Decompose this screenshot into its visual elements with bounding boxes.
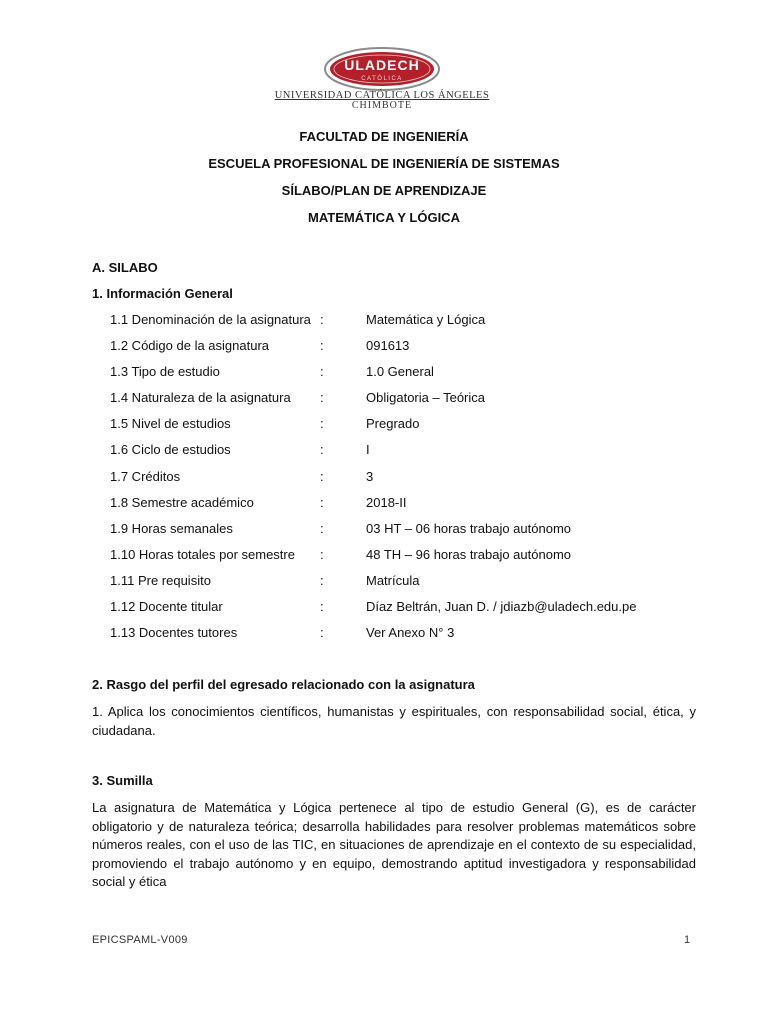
info-row	[110, 495, 710, 521]
info-value: Matrícula	[366, 572, 420, 588]
info-label: 1.7 Créditos	[110, 468, 181, 484]
info-label: 1.12 Docente titular	[110, 599, 223, 615]
info-colon: :	[320, 416, 324, 432]
info-value: 1.0 General	[366, 364, 434, 380]
info-colon: :	[320, 468, 324, 484]
info-colon: :	[320, 364, 324, 380]
info-colon: :	[320, 599, 324, 615]
uladech-logo-icon	[322, 46, 442, 92]
logo-sub-text: CATÓLICA	[361, 76, 403, 82]
logo-city: CHIMBOTE	[351, 100, 413, 111]
logo-badge-text: ULADECH	[344, 57, 420, 73]
info-value: 091613	[366, 338, 410, 354]
info-label: 1.6 Ciclo de estudios	[110, 442, 231, 458]
info-label: 1.13 Docentes tutores	[110, 625, 238, 641]
info-colon: :	[320, 520, 324, 536]
info-value: Ver Anexo N° 3	[366, 625, 455, 641]
info-label: 1.8 Semestre académico	[110, 494, 254, 510]
info-colon: :	[320, 442, 324, 458]
info-row	[110, 599, 710, 625]
info-value: 2018-II	[366, 494, 407, 510]
info-row	[110, 573, 710, 599]
footer-page-number: 1	[684, 934, 691, 946]
info-label: 1.10 Horas totales por semestre	[110, 546, 295, 562]
info-value: Pregrado	[366, 416, 420, 432]
info-label: 1.9 Horas semanales	[110, 520, 233, 536]
section-1-heading: 1. Información General	[92, 286, 233, 301]
info-row	[110, 364, 710, 390]
info-value: Matemática y Lógica	[366, 312, 486, 327]
info-label: 1.3 Tipo de estudio	[110, 364, 220, 380]
info-value: 03 HT – 06 horas trabajo autónomo	[366, 520, 572, 536]
university-logo	[262, 46, 502, 122]
info-colon: :	[320, 390, 324, 406]
course-title: MATEMÁTICA Y LÓGICA	[308, 210, 460, 225]
plan-title: SÍLABO/PLAN DE APRENDIZAJE	[281, 183, 487, 198]
section-3-text: La asignatura de Matemática y Lógica pertenece al tipo de estudio General (G), es de carácter obligatorio y de naturaleza teórica; desarrolla habilidades para resolver problemas matemáticos sobre números reales, con el uso de las TIC, en situaciones de aprendizaje en el contexto de su especialidad, promoviendo el trabajo autónomo y en equipo, demostrando aptitud investigadora y responsabilidad social y ética	[92, 800, 696, 889]
info-value: Obligatoria – Teórica	[366, 390, 485, 406]
title-block	[0, 128, 768, 236]
info-colon: :	[320, 494, 324, 510]
section-2-text: 1. Aplica los conocimientos científicos, humanistas y espirituales, con responsabilidad social, ética, y ciudadana.	[92, 704, 696, 738]
info-colon: :	[320, 338, 324, 354]
info-colon: :	[320, 546, 324, 562]
logo-university-name: UNIVERSIDAD CATÓLICA LOS ÁNGELES	[274, 90, 490, 101]
info-label: 1.2 Código de la asignatura	[110, 338, 270, 354]
info-row	[110, 390, 710, 416]
info-label: 1.5 Nivel de estudios	[110, 416, 231, 432]
info-colon: :	[320, 312, 324, 327]
info-colon: :	[320, 572, 324, 588]
info-value: 48 TH – 96 horas trabajo autónomo	[366, 546, 572, 562]
info-row	[110, 416, 710, 442]
info-label: 1.1 Denominación de la asignatura	[110, 312, 311, 327]
section-a-heading: A. SILABO	[92, 260, 158, 275]
info-value: Díaz Beltrán, Juan D. / jdiazb@uladech.edu.pe	[366, 599, 637, 615]
info-row	[110, 625, 710, 651]
info-value: I	[366, 442, 370, 458]
footer-document-code: EPICSPAML-V009	[92, 934, 188, 946]
info-label: 1.4 Naturaleza de la asignatura	[110, 390, 291, 406]
info-row	[110, 312, 710, 338]
info-row	[110, 521, 710, 547]
faculty-title: FACULTAD DE INGENIERÍA	[299, 129, 469, 144]
info-row	[110, 338, 710, 364]
info-row	[110, 469, 710, 495]
school-title: ESCUELA PROFESIONAL DE INGENIERÍA DE SISTEMAS	[208, 156, 560, 171]
info-value: 3	[366, 468, 374, 484]
info-colon: :	[320, 625, 324, 641]
info-row	[110, 547, 710, 573]
info-label: 1.11 Pre requisito	[110, 572, 211, 588]
general-info-list	[110, 312, 710, 651]
info-row	[110, 442, 710, 468]
section-3-heading: 3. Sumilla	[92, 773, 153, 788]
section-2-heading: 2. Rasgo del perfil del egresado relacionado con la asignatura	[92, 677, 475, 692]
